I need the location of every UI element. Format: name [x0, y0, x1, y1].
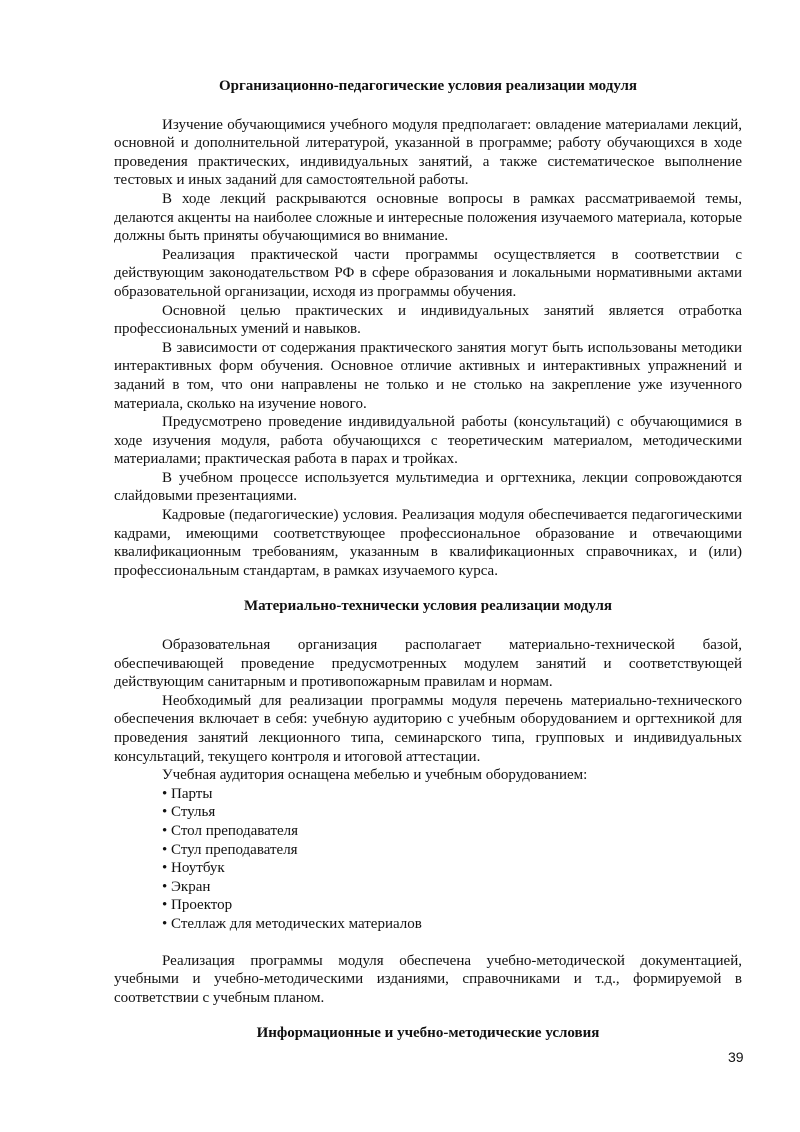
list-item: • Стул преподавателя: [114, 841, 742, 860]
paragraph: Кадровые (педагогические) условия. Реализация модуля обеспечивается педагогическими кадрами, имеющими соответствующее профессиональное образование и отвечающими квалификационным требованиям, указанным в квалификационных справочниках, и (или) профессиональным стандартам, в рамках изучаемого курса.: [114, 507, 742, 579]
paragraph: В зависимости от содержания практического занятия могут быть использованы методики интерактивных форм обучения. Основное отличие активных и интерактивных упражнений и заданий в том, что они направлены не только и не столько на закрепление уже изученного материала, сколько на изучение нового.: [114, 339, 742, 412]
list-item: • Стол преподавателя: [114, 822, 742, 841]
paragraph: Изучение обучающимися учебного модуля предполагает: овладение материалами лекций, основной и дополнительной литературой, указанной в программе; работу обучающихся в ходе проведения практических, индивидуальных занятий, а также систематическое выполнение тестовых и иных заданий для самостоятельной работы.: [114, 116, 742, 189]
paragraph: Предусмотрено проведение индивидуальной работы (консультаций) с обучающимися в ходе изучения модуля, работа обучающихся с теоретическим материалом, методическими материалами; практическая работа в парах и тройках.: [114, 414, 742, 468]
equipment-list: [114, 785, 742, 934]
list-item: • Стеллаж для методических материалов: [114, 915, 742, 934]
section-body-material-technical: [114, 636, 742, 1007]
spacer: [114, 934, 742, 952]
page-content: [114, 77, 742, 1043]
paragraph: Основной целью практических и индивидуальных занятий является отработка профессиональных умений и навыков.: [114, 302, 742, 338]
list-item: • Экран: [114, 878, 742, 897]
paragraph: Реализация практической части программы осуществляется в соответствии с действующим законодательством РФ в сфере образования и локальными нормативными актами образовательной организации, исходя из программы обучения.: [114, 246, 742, 300]
list-item: • Стулья: [114, 803, 742, 822]
paragraph: Реализация программы модуля обеспечена учебно-методической документацией, учебными и учебно-методическими изданиями, справочниками и т.д., формируемой в соответствии с учебным планом.: [114, 952, 742, 1006]
list-item: • Проектор: [114, 896, 742, 915]
paragraph: В ходе лекций раскрываются основные вопросы в рамках рассматриваемой темы, делаются акценты на наиболее сложные и интересные положения изучаемого материала, которые должны быть приняты обучающимися во внимание.: [114, 190, 742, 245]
section-heading-organizational: Организационно-педагогические условия реализации модуля: [218, 78, 637, 94]
paragraph: В учебном процессе используется мультимедиа и оргтехника, лекции сопровождаются слайдовыми презентациями.: [114, 469, 742, 505]
section-body-organizational: [114, 116, 742, 581]
section-heading-informational: Информационные и учебно-методические условия: [256, 1025, 600, 1042]
list-item: • Ноутбук: [114, 859, 742, 878]
section-heading-material-technical: Материально-технически условия реализации модуля: [244, 598, 612, 615]
list-item: • Парты: [114, 785, 742, 804]
page-number: 39: [728, 1049, 744, 1065]
paragraph: Учебная аудитория оснащена мебелью и учебным оборудованием:: [162, 767, 588, 784]
paragraph: Необходимый для реализации программы модуля перечень материально-технического обеспечения включает в себя: учебную аудиторию с учебным оборудованием и оргтехникой для проведения занятий лекционного типа, семинарского типа, групповых и индивидуальных консультаций, текущего контроля и итоговой аттестации.: [114, 692, 742, 765]
paragraph: Образовательная организация располагает материально-технической базой, обеспечивающей проведение предусмотренных модулем занятий и соответствующей действующим санитарным и противопожарным правилам и нормам.: [114, 637, 742, 691]
